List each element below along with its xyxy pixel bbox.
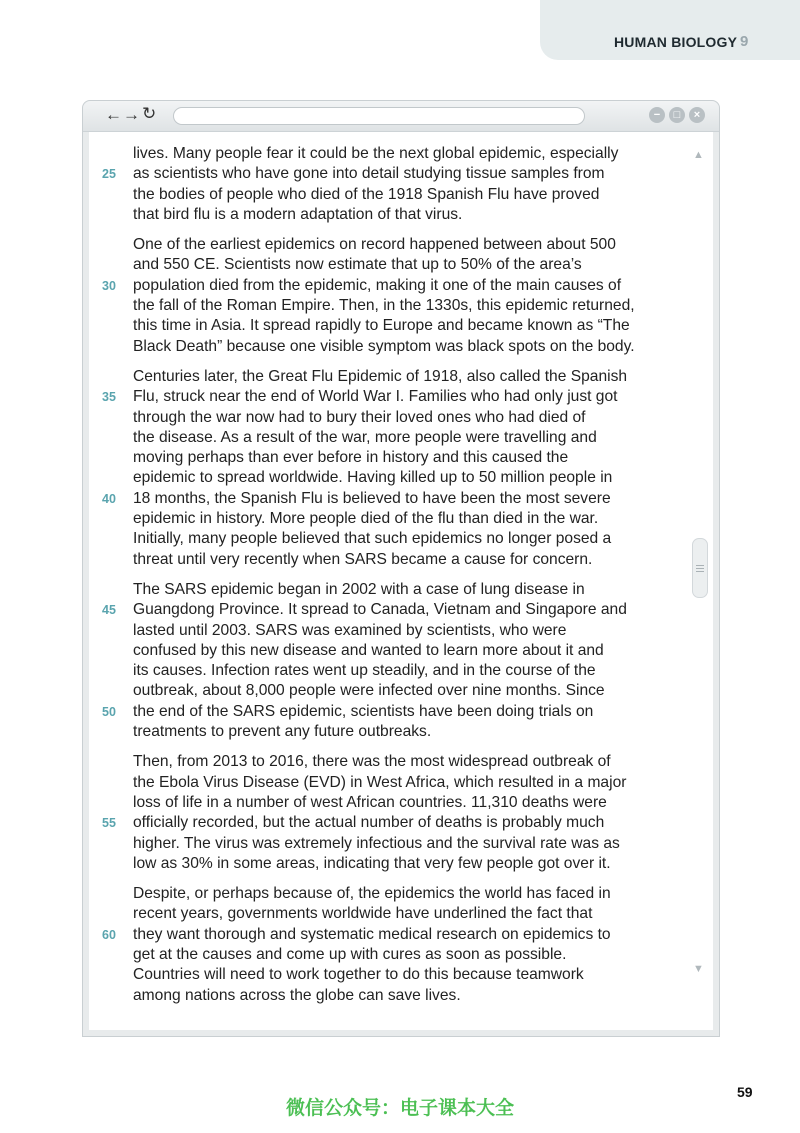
line-number: 55 (102, 816, 116, 831)
refresh-icon[interactable]: ↻ (142, 104, 157, 123)
section-title: HUMAN BIOLOGY (614, 34, 738, 50)
text-line (133, 255, 673, 275)
paragraph (102, 580, 673, 742)
line-text: Flu, struck near the end of World War I. Families who had only just got (133, 388, 618, 406)
text-line (133, 205, 673, 225)
back-arrow-icon[interactable]: ← (105, 105, 122, 124)
scrollbar-thumb[interactable] (692, 538, 708, 598)
line-text: Black Death” because one visible symptom was black spots on the body. (133, 337, 635, 355)
paragraph (102, 235, 673, 357)
line-text: recent years, governments worldwide have underlined the fact that (133, 905, 593, 923)
line-text: get at the causes and come up with cures as soon as possible. (133, 945, 567, 963)
text-line (133, 793, 673, 813)
watermark-text: 微信公众号：电子课本大全 (285, 1097, 514, 1119)
line-text: loss of life in a number of west African countries. 11,310 deaths were (133, 793, 607, 811)
line-text: outbreak, about 8,000 people were infected over nine months. Since (133, 682, 605, 700)
text-line (133, 641, 673, 661)
text-line (133, 144, 673, 164)
text-line (133, 884, 673, 904)
paragraph (102, 884, 673, 1006)
text-line (102, 600, 673, 620)
forward-arrow-icon[interactable]: → (123, 105, 140, 124)
maximize-icon[interactable]: □ (669, 107, 685, 123)
line-text: the bodies of people who died of the 1918 Spanish Flu have proved (133, 185, 600, 203)
line-text: the disease. As a result of the war, more people were travelling and (133, 428, 597, 446)
line-text: epidemic in history. More people died of the flu than died in the war. (133, 510, 599, 528)
text-line (133, 945, 673, 965)
text-line (102, 387, 673, 407)
text-line (102, 925, 673, 945)
text-line (133, 316, 673, 336)
text-line (133, 367, 673, 387)
line-text: Then, from 2013 to 2016, there was the most widespread outbreak of (133, 753, 611, 771)
scroll-down-arrow-icon[interactable]: ▼ (693, 963, 704, 975)
line-number: 40 (102, 491, 116, 506)
line-text: 18 months, the Spanish Flu is believed to have been the most severe (133, 489, 611, 507)
text-line (133, 661, 673, 681)
paragraph (102, 752, 673, 874)
text-line (133, 834, 673, 854)
line-text: population died from the epidemic, making it one of the main causes of (133, 276, 622, 294)
line-text: One of the earliest epidemics on record happened between about 500 (133, 236, 616, 254)
line-text: as scientists who have gone into detail studying tissue samples from (133, 165, 605, 183)
line-text: low as 30% in some areas, indicating that very few people got over it. (133, 854, 611, 872)
header-tab (540, 0, 800, 60)
line-text: and 550 CE. Scientists now estimate that up to 50% of the area’s (133, 256, 582, 274)
close-icon[interactable]: × (689, 107, 705, 123)
line-number: 30 (102, 278, 116, 293)
line-text: Centuries later, the Great Flu Epidemic of 1918, also called the Spanish (133, 367, 628, 385)
paragraph (102, 144, 673, 225)
line-text: threat until very recently when SARS became a cause for concern. (133, 550, 593, 568)
text-line (133, 235, 673, 255)
address-bar[interactable] (173, 107, 585, 125)
scroll-up-arrow-icon[interactable]: ▲ (693, 149, 704, 161)
line-number: 35 (102, 390, 116, 405)
text-line (133, 752, 673, 772)
line-text: Guangdong Province. It spread to Canada, Vietnam and Singapore and (133, 601, 627, 619)
text-line (133, 468, 673, 488)
line-text: treatments to prevent any future outbreaks. (133, 723, 432, 741)
line-text: its causes. Infection rates went up steadily, and in the course of the (133, 662, 596, 680)
line-number: 60 (102, 927, 116, 942)
text-line (133, 337, 673, 357)
line-text: moving perhaps than ever before in history and this caused the (133, 449, 569, 467)
line-number: 25 (102, 167, 116, 182)
text-line (133, 904, 673, 924)
text-line (102, 813, 673, 833)
text-line (133, 448, 673, 468)
text-line (133, 681, 673, 701)
line-text: Initially, many people believed that such epidemics no longer posed a (133, 530, 612, 548)
text-line (102, 164, 673, 184)
line-text: The SARS epidemic began in 2002 with a case of lung disease in (133, 580, 585, 598)
line-text: they want thorough and systematic medical research on epidemics to (133, 925, 611, 943)
text-line (133, 550, 673, 570)
text-line (133, 722, 673, 742)
line-text: lasted until 2003. SARS was examined by scientists, who were (133, 621, 567, 639)
line-number: 45 (102, 603, 116, 618)
text-line (102, 489, 673, 509)
text-line (133, 986, 673, 1006)
text-line (133, 621, 673, 641)
line-text: higher. The virus was extremely infectious and the survival rate was as (133, 834, 620, 852)
text-line (133, 428, 673, 448)
line-text: the end of the SARS epidemic, scientists have been doing trials on (133, 702, 594, 720)
article-content (102, 144, 673, 1016)
text-line (102, 276, 673, 296)
line-text: the Ebola Virus Disease (EVD) in West Africa, which resulted in a major (133, 773, 627, 791)
text-line (133, 854, 673, 874)
text-line (133, 509, 673, 529)
line-text: Countries will need to work together to do this because teamwork (133, 966, 584, 984)
text-line (133, 185, 673, 205)
page-number: 59 (737, 1084, 753, 1100)
line-text: confused by this new disease and wanted to learn more about it and (133, 641, 604, 659)
text-line (133, 529, 673, 549)
line-text: this time in Asia. It spread rapidly to Europe and became known as “The (133, 317, 630, 335)
text-line (133, 580, 673, 600)
line-text: epidemic to spread worldwide. Having killed up to 50 million people in (133, 469, 613, 487)
text-line (102, 702, 673, 722)
section-page-ref: 9 (740, 33, 749, 50)
line-text: that bird flu is a modern adaptation of that virus. (133, 205, 463, 223)
line-text: through the war now had to bury their loved ones who had died of (133, 408, 586, 426)
line-text: officially recorded, but the actual number of deaths is probably much (133, 814, 605, 832)
text-line (133, 965, 673, 985)
line-number: 50 (102, 704, 116, 719)
text-line (133, 773, 673, 793)
line-text: Despite, or perhaps because of, the epidemics the world has faced in (133, 885, 611, 903)
browser-toolbar (83, 101, 719, 132)
text-line (133, 296, 673, 316)
paragraph (102, 367, 673, 570)
line-text: the fall of the Roman Empire. Then, in the 1330s, this epidemic returned, (133, 297, 635, 315)
text-line (133, 408, 673, 428)
line-text: lives. Many people fear it could be the next global epidemic, especially (133, 145, 619, 162)
line-text: among nations across the globe can save lives. (133, 986, 461, 1004)
minimize-icon[interactable]: − (649, 107, 665, 123)
grip-icon (696, 565, 704, 566)
